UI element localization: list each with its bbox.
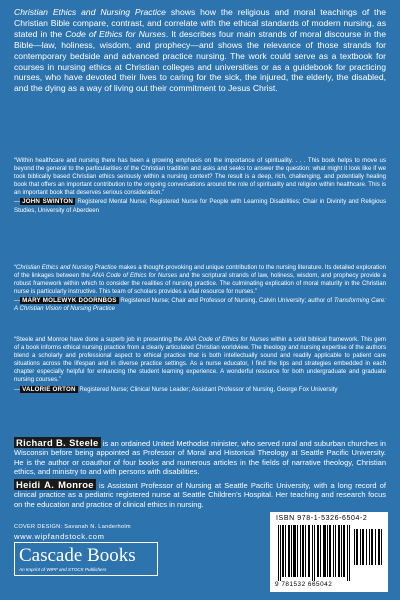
bio-monroe: Heidi A. Monroe is Assistant Professor of Nursing at Seattle Pacific University, with a long record of clinical practice as a pediatric registered nurse at Seattle Children’s Hospital. Her teaching and research focus on the education and practice of clinical ethics in nursing. [14,479,386,509]
reviewer-name: VALORIE ORTON [22,385,76,393]
review-swinton [14,157,386,215]
bio-steele: Richard B. Steele is an ordained United Methodist minister, who served rural and suburban churches in Wisconsin before being appointed as Professor of Moral and Historical Theology at Seattle Pacific University. He is the author or coauthor of four books and numerous articles in the fields of narrative theology, Christian ethics, and ministry to and with persons with disabilities. [14,437,386,477]
cover-design-credit: COVER DESIGN: Savanah N. Landerholm [14,524,131,530]
review-attribution: — MARY MOLEWYK DOORNBOS Registered Nurse; Chair and Professor of Nursing, Calvin University; author of Transforming Care: A Christian Vision of Nursing Practice [14,297,386,313]
review-attribution: — VALORIE ORTON Registered Nurse; Clinical Nurse Leader; Assistant Professor of Nursing, George Fox University [14,385,338,393]
isbn-barcode [270,512,388,592]
reviewer-name: MARY MOLEWYK DOORNBOS [22,297,117,305]
review-quote: “Within healthcare and nursing there has been a growing emphasis on the importance of spirituality. . . . This book helps to move us beyond the general to the particularities of the Christian tradition and asks and seeks to answer the question: what might it look like if we took biblically based Christian ethics seriously within a nursing context? The result is a deep, rich, challenging, and potentially healing book that offers an important contribution to the ongoing conversations around the role of spirituality and religion within healthcare. This is an important book that deserves serious consideration.” [14,157,386,197]
publisher-website[interactable]: www.wipfandstock.com [14,532,105,541]
book-description: Christian Ethics and Nursing Practice shows how the religious and moral teachings of the Christian Bible compare, contrast, and correlate with the ethical standards of modern nursing, as stated in the Code of Ethics for Nurses. It describes four main strands of moral discourse in the Bible—law, holiness, wisdom, and prophecy—and shows the relevance of those strands for contemporary bedside and advanced practice nursing. The work could serve as a textbook for courses in nursing ethics at Christian colleges and universities or as a guidebook for practicing nurses, who have devoted their lives to caring for the sick, the injured, the elderly, the disabled, and the dying as a way of living out their commitment to Jesus Christ. [14,7,386,94]
publisher-logo [14,542,158,576]
barcode-digits: 9 781532 665042 [275,581,333,588]
isbn-label: ISBN 978-1-5326-6504-2 [276,515,368,522]
review-quote: “Christian Ethics and Nursing Practice makes a thought-provoking and unique contribution to the nursing literature. Its detailed exploration of the linkages between the ANA Code of Ethics for Nurses and the scriptural strands of law, holiness, wisdom, and prophecy provide a robust framework within which to consider the realities of nursing practice. The culminating explication of moral maturity in the Christian nurse is particularly instructive. This team of scholars provides a vital resource for nurses.” [14,264,386,296]
review-quote: “Steele and Monroe have done a superb job in presenting the ANA Code of Ethics for Nurses within a solid biblical framework. This gem of a book informs ethical nursing practice from a clearly articulated Christian worldview. The theology and nursing expertise of the authors blend a scholarly and professional aspect to ethical practice that is both intellectually sound and readily applicable to patient care situations across the lifespan and in diverse practice settings. As a nurse educator, I find the tips and strategies embedded in each chapter especially helpful for enhancing the student learning experience. A wonderful resource for both undergraduate and graduate nursing courses.” [14,336,387,384]
barcode-bars [278,525,350,581]
review-attribution: — JOHN SWINTON Registered Mental Nurse; Registered Nurse for People with Learning Disabilities; Chair in Divinity and Religious Studies, University of Aberdeen [14,198,386,214]
price-addon-bars [354,525,382,565]
publisher-tagline: An Imprint of WIPF and STOCK Publishers [19,567,107,572]
review-doornbos [14,264,386,314]
author-name: Richard B. Steele [16,437,99,448]
reviewer-name: JOHN SWINTON [22,198,74,206]
publisher-name: Cascade Books [19,545,136,566]
author-name: Heidi A. Monroe [16,479,94,490]
review-orton [14,336,386,394]
